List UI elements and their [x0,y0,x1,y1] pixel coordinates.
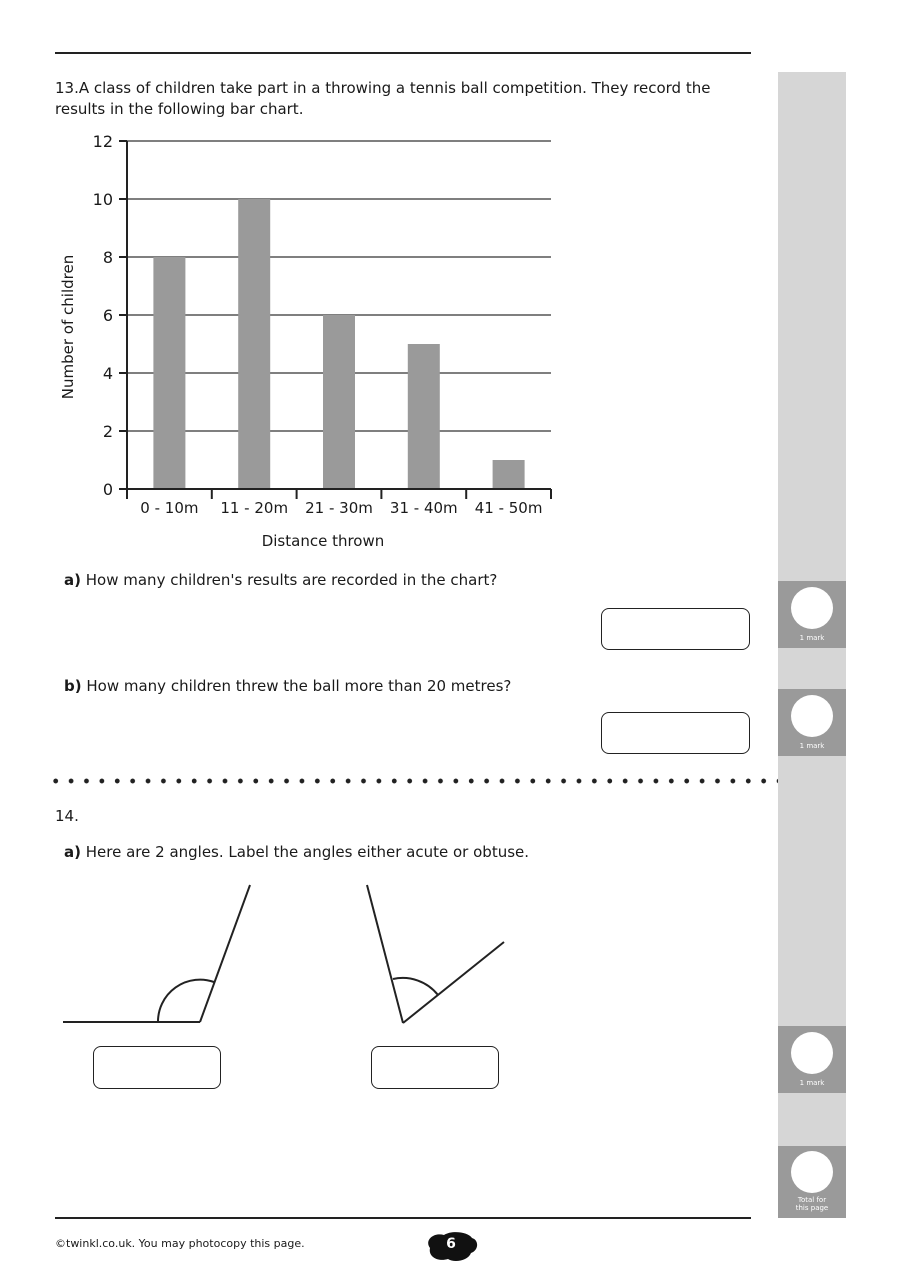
y-tick-label-10: 10 [92,190,113,209]
y-tick-label-8: 8 [102,248,113,267]
q14a-answer-box-1[interactable] [93,1046,221,1089]
q13a-question [64,570,497,591]
q13b-label: b) [64,677,82,695]
q14a-label: a) [64,843,81,861]
y-tick-label-12: 12 [92,132,113,151]
q13-intro [55,78,755,120]
bar-2 [238,199,270,489]
mark-circle-13a[interactable] [791,587,833,629]
q13b-answer-box[interactable] [601,712,750,754]
x-tick-label-5: 41 - 50m [474,499,543,517]
mark-box-13b [778,689,846,756]
y-tick-label-0: 0 [102,480,113,499]
q14a-question [64,842,529,863]
dotted-separator [48,778,778,784]
mark-circle-13b[interactable] [791,695,833,737]
y-tick-label-4: 4 [102,364,113,383]
q13a-answer-box[interactable] [601,608,750,650]
angle-1-diagram [60,880,260,1030]
q14a-text: Here are 2 angles. Label the angles either acute or obtuse. [85,843,530,861]
mark-box-14a [778,1026,846,1093]
x-tick-label-4: 31 - 40m [389,499,458,517]
q13b-question [64,676,511,697]
bar-4 [408,344,440,489]
page-number: 6 [446,1236,456,1252]
angle-1-arm-line [200,885,250,1022]
angle-1-arc [158,980,214,1022]
bar-5 [493,460,525,489]
y-axis-title: Number of children [59,254,77,400]
angle-2-right-arm [403,942,504,1023]
bottom-rule [55,1217,751,1219]
q13-number: 13. [55,79,79,97]
total-box [778,1146,846,1218]
q14-number: 14. [55,807,79,825]
x-axis-title: Distance thrown [261,532,385,550]
q14a-answer-box-2[interactable] [371,1046,499,1089]
total-circle[interactable] [791,1151,833,1193]
angle-2-arc [393,978,438,995]
mark-label-13a: 1 mark [799,634,825,642]
top-rule [55,52,751,54]
x-tick-label-3: 21 - 30m [305,499,373,517]
mark-label-14a: 1 mark [799,1079,825,1087]
q13-intro-text: A class of children take part in a throwing a tennis ball competition. They record the results in the following bar chart. [55,79,711,118]
copyright-text: ©twinkl.co.uk. You may photocopy this page. [55,1237,305,1250]
bar-chart [55,125,565,555]
x-tick-label-1: 0 - 10m [140,499,199,517]
q13a-text: How many children's results are recorded in the chart? [85,571,498,589]
total-label: Total for this page [795,1196,829,1212]
x-tick-label-2: 11 - 20m [220,499,289,517]
mark-box-13a [778,581,846,648]
q13a-label: a) [64,571,81,589]
angle-2-diagram [360,880,520,1030]
q13b-text: How many children threw the ball more than 20 metres? [86,677,512,695]
mark-label-13b: 1 mark [799,742,825,750]
angle-2-left-arm [367,885,403,1023]
mark-circle-14a[interactable] [791,1032,833,1074]
bar-3 [323,315,355,489]
y-tick-label-6: 6 [102,306,113,325]
bar-1 [153,257,185,489]
y-tick-label-2: 2 [102,422,113,441]
